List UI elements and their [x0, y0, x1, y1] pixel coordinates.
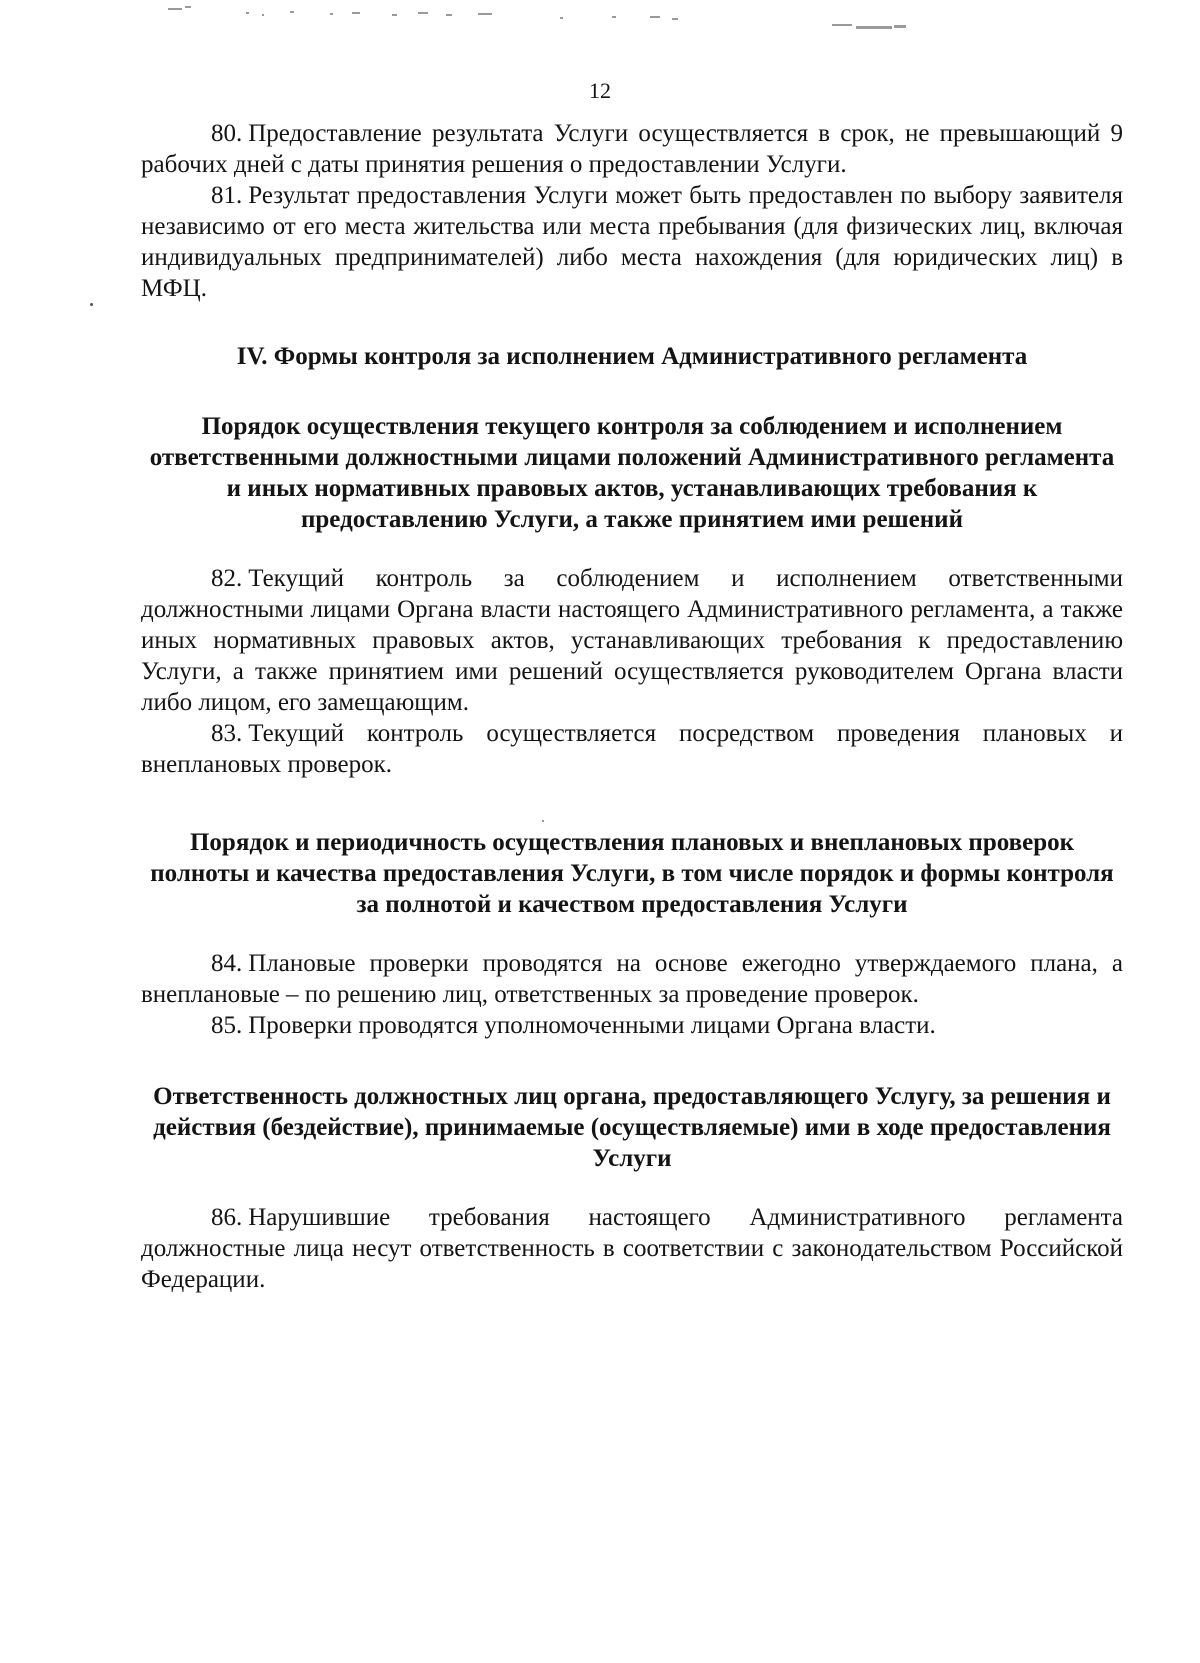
paragraph-text: Нарушившие требования настоящего Административного регламента должностные лица несут ответственность в соответствии с законодательством Российской Федерации.	[141, 1204, 1123, 1293]
document-body	[141, 118, 1123, 1295]
paragraph-number: 84.	[211, 950, 243, 977]
paragraph	[141, 718, 1123, 780]
page-number: 12	[589, 78, 611, 103]
paragraph-number: 85.	[211, 1012, 243, 1039]
paragraph	[141, 180, 1123, 304]
paragraph-number: 80.	[211, 120, 243, 147]
scan-artifact-strip	[0, 0, 1200, 40]
paragraph-number: 83.	[211, 720, 243, 747]
subsection-heading-inspections: Порядок и периодичность осуществления плановых и внеплановых проверок полноты и качества предоставления Услуги, в том числе порядок и формы контроля за полнотой и качеством предоставления Услуги	[150, 829, 1114, 918]
paragraph-text: Текущий контроль за соблюдением и исполнением ответственными должностными лицами Органа власти настоящего Административного регламента, а также иных нормативных правовых актов, устанавливающих требования к предоставлению Услуги, а также принятием ими решений осуществляется руководителем Органа власти либо лицом, его замещающим.	[141, 565, 1123, 716]
paragraph	[141, 1202, 1123, 1295]
paragraph	[141, 948, 1123, 1010]
margin-speck	[90, 303, 93, 306]
paragraph-group-responsibility	[141, 1202, 1123, 1295]
subsection-heading-responsibility: Ответственность должностных лиц органа, предоставляющего Услугу, за решения и действия (бездействие), принимаемые (осуществляемые) ими в ходе предоставления Услуги	[153, 1083, 1111, 1172]
paragraph-number: 81.	[211, 182, 243, 209]
section-heading: IV. Формы контроля за исполнением Административного регламента	[236, 343, 1028, 370]
paragraph	[141, 118, 1123, 180]
paragraph-number: 82.	[211, 565, 243, 592]
paragraph-group-top	[141, 118, 1123, 304]
paragraph-text: Результат предоставления Услуги может быть предоставлен по выбору заявителя независимо от его места жительства или места пребывания (для физических лиц, включая индивидуальных предпринимателей) либо места нахождения (для юридических лиц) в МФЦ.	[141, 182, 1123, 302]
paragraph-group-current-control	[141, 563, 1123, 780]
paragraph-number: 86.	[211, 1204, 243, 1231]
paragraph-group-inspections	[141, 948, 1123, 1041]
paragraph-text: Проверки проводятся уполномоченными лицами Органа власти.	[248, 1012, 936, 1039]
paragraph-text: Плановые проверки проводятся на основе ежегодно утверждаемого плана, а внеплановые – по решению лиц, ответственных за проведение проверок.	[141, 950, 1123, 1008]
subsection-heading-current-control: Порядок осуществления текущего контроля за соблюдением и исполнением ответственными должностными лицами положений Административного регламента и иных нормативных правовых актов, устанавливающих требования к предоставлению Услуги, а также принятием ими решений	[149, 413, 1115, 533]
paragraph-text: Предоставление результата Услуги осуществляется в срок, не превышающий 9 рабочих дней с даты принятия решения о предоставлении Услуги.	[141, 120, 1123, 178]
paragraph-text: Текущий контроль осуществляется посредством проведения плановых и внеплановых проверок.	[141, 720, 1123, 778]
paragraph	[141, 563, 1123, 718]
paragraph	[141, 1010, 1123, 1041]
